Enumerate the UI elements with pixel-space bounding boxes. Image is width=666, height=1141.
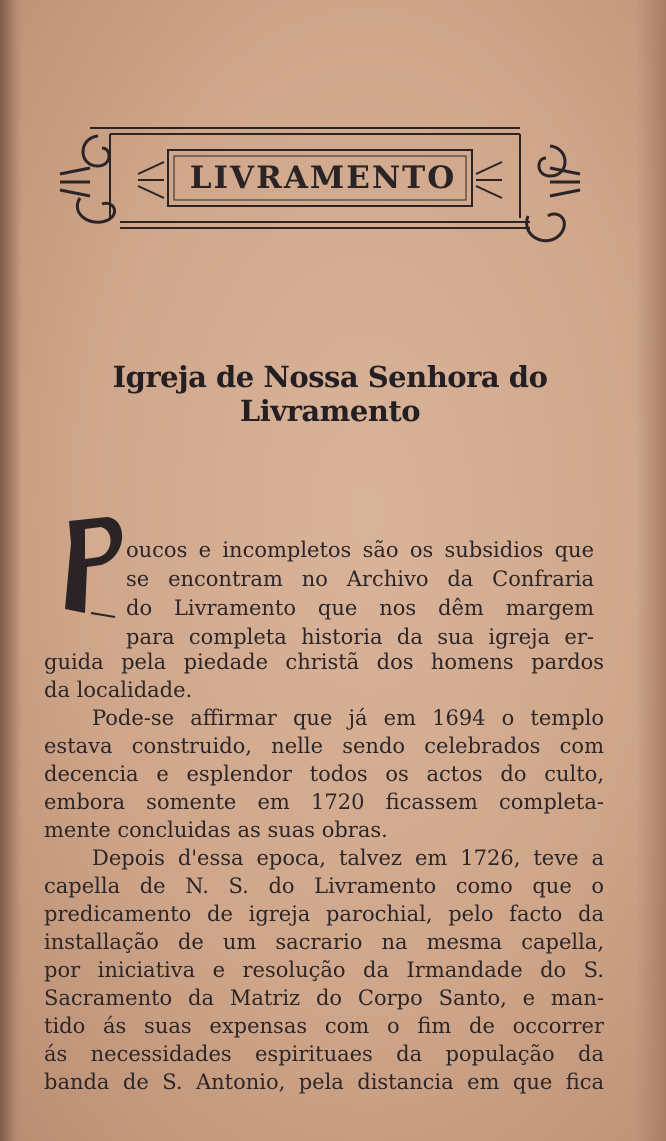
- body-text-line: installação de um sacrario na mesma capella,: [44, 930, 604, 954]
- chapter-title: Igreja de Nossa Senhora do Livramento: [112, 360, 548, 428]
- body-text-line: predicamento de igreja parochial, pelo facto da: [44, 902, 604, 926]
- page-edge-shadow: [636, 0, 666, 1141]
- body-text-line: oucos e incompletos são os subsidios que: [126, 538, 594, 562]
- body-text-line: por iniciativa e resolução da Irmandade do S.: [44, 958, 604, 982]
- body-text-line: para completa historia da sua igreja er-: [126, 625, 594, 649]
- body-text-line: ás necessidades espirituaes da população da: [44, 1042, 604, 1066]
- body-text-line: se encontram no Archivo da Confraria: [126, 567, 594, 591]
- body-text-line: guida pela piedade christã dos homens pardos: [44, 650, 604, 674]
- body-text-line: do Livramento que nos dêm margem: [126, 596, 594, 620]
- body-text-line: mente concluidas as suas obras.: [44, 818, 388, 842]
- body-text-line: Sacramento da Matriz do Corpo Santo, e man-: [44, 986, 604, 1010]
- body-text-line: Depois d'essa epoca, talvez em 1726, teve a: [92, 846, 604, 870]
- body-text-line: tido ás suas expensas com o fim de occorrer: [44, 1014, 604, 1038]
- body-text-line: da localidade.: [44, 678, 193, 702]
- section-header-title: LIVRAMENTO: [189, 160, 457, 196]
- body-text-line: decencia e esplendor todos os actos do culto,: [44, 762, 604, 786]
- body-text-line: banda de S. Antonio, pela distancia em que fica: [44, 1070, 604, 1094]
- page-edge-shadow: [0, 0, 22, 1141]
- body-text-line: capella de N. S. do Livramento como que o: [44, 874, 604, 898]
- dropcap-letter: [55, 513, 125, 623]
- body-text-line: Pode-se affirmar que já em 1694 o templo: [92, 706, 604, 730]
- body-text-line: embora somente em 1720 ficassem completa-: [44, 790, 604, 814]
- body-text-line: estava construido, nelle sendo celebrados com: [44, 734, 604, 758]
